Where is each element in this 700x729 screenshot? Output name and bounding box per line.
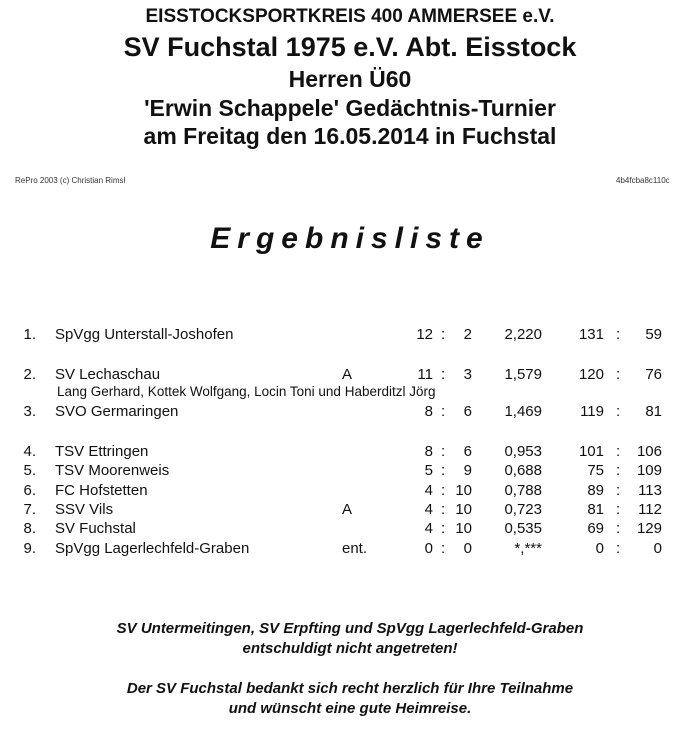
points-separator: :	[441, 366, 446, 383]
points-separator: :	[441, 443, 446, 460]
score-separator: :	[616, 501, 621, 518]
score-minus: 59	[645, 326, 662, 343]
points-minus: 6	[463, 443, 472, 460]
score-plus: 131	[578, 326, 604, 343]
score-minus: 0	[653, 540, 662, 557]
team-name: TSV Ettringen	[55, 443, 149, 460]
quotient: 1,579	[504, 366, 542, 383]
points-separator: :	[441, 482, 446, 499]
score-plus: 89	[587, 482, 604, 499]
points-plus: 12	[416, 326, 433, 343]
team-name: FC Hofstetten	[55, 482, 148, 499]
score-minus: 76	[645, 366, 662, 383]
score-plus: 0	[595, 540, 604, 557]
quotient: 1,469	[504, 403, 542, 420]
score-plus: 119	[580, 403, 604, 420]
points-minus: 6	[463, 403, 472, 420]
result-row	[0, 500, 700, 520]
result-row	[0, 442, 700, 462]
team-name: SSV Vils	[55, 501, 114, 518]
rank: 2.	[23, 366, 36, 383]
rank: 8.	[23, 520, 36, 537]
score-minus: 112	[638, 501, 662, 518]
points-separator: :	[441, 520, 446, 537]
organizer-heading: EISSTOCKSPORTKREIS 400 AMMERSEE e.V.	[145, 6, 555, 27]
points-plus: 8	[424, 443, 433, 460]
score-plus: 101	[578, 443, 604, 460]
score-minus: 81	[645, 403, 662, 420]
quotient: 0,723	[504, 501, 542, 518]
score-minus: 106	[636, 443, 662, 460]
thanks-note-cont: und wünscht eine gute Heimreise.	[228, 700, 472, 717]
points-plus: 11	[417, 366, 433, 383]
points-separator: :	[441, 540, 446, 557]
rank: 1.	[23, 326, 36, 343]
result-row	[0, 461, 700, 481]
tournament-name: 'Erwin Schappele' Gedächtnis-Turnier	[144, 95, 556, 121]
winning-players: Lang Gerhard, Kottek Wolfgang, Locin Toni und Haberditzl Jörg	[57, 384, 436, 399]
page-title: Ergebnisliste	[210, 222, 490, 255]
score-separator: :	[616, 443, 621, 460]
absent-teams-note: SV Untermeitingen, SV Erpfting und SpVgg Lagerlechfeld-Graben	[116, 620, 584, 637]
points-minus: 10	[455, 501, 472, 518]
score-plus: 75	[587, 462, 604, 479]
quotient: 2,220	[504, 326, 542, 343]
absent-teams-note-cont: entschuldigt nicht angetreten!	[242, 640, 458, 657]
points-minus: 10	[455, 482, 472, 499]
team-flag: ent.	[342, 540, 368, 557]
team-flag: A	[342, 366, 353, 383]
points-separator: :	[441, 326, 446, 343]
software-credit: RePro 2003 (c) Christian Rimsl	[15, 176, 126, 185]
quotient: 0,688	[504, 462, 542, 479]
rank: 4.	[23, 443, 36, 460]
points-plus: 5	[424, 462, 433, 479]
team-name: SpVgg Unterstall-Joshofen	[55, 326, 234, 343]
rank: 7.	[23, 501, 36, 518]
score-separator: :	[616, 520, 621, 537]
team-name: TSV Moorenweis	[55, 462, 170, 479]
team-name: SpVgg Lagerlechfeld-Graben	[55, 540, 250, 557]
points-plus: 8	[424, 403, 433, 420]
points-minus: 0	[463, 540, 472, 557]
score-separator: :	[616, 462, 621, 479]
points-minus: 9	[463, 462, 472, 479]
score-separator: :	[616, 326, 621, 343]
score-minus: 129	[636, 520, 662, 537]
document-code: 4b4fcba8c110c	[616, 176, 670, 185]
quotient: 0,788	[504, 482, 542, 499]
score-separator: :	[616, 540, 621, 557]
points-minus: 3	[463, 366, 472, 383]
score-minus: 113	[638, 482, 662, 499]
score-separator: :	[616, 482, 621, 499]
category-heading: Herren Ü60	[288, 66, 412, 92]
result-row	[0, 325, 700, 345]
team-name: SV Fuchstal	[55, 520, 136, 537]
score-separator: :	[616, 403, 621, 420]
points-minus: 2	[463, 326, 472, 343]
score-plus: 69	[587, 520, 604, 537]
quotient: 0,535	[504, 520, 542, 537]
score-plus: 81	[587, 501, 604, 518]
rank: 5.	[23, 462, 36, 479]
points-plus: 4	[424, 482, 433, 499]
result-row	[0, 365, 700, 385]
team-name: SVO Germaringen	[55, 403, 179, 420]
points-plus: 4	[424, 501, 433, 518]
thanks-note: Der SV Fuchstal bedankt sich recht herzlich für Ihre Teilnahme	[126, 680, 574, 697]
result-row	[0, 481, 700, 501]
result-row	[0, 519, 700, 539]
team-flag: A	[342, 501, 353, 518]
score-separator: :	[616, 366, 621, 383]
points-plus: 4	[424, 520, 433, 537]
points-separator: :	[441, 403, 446, 420]
points-separator: :	[441, 462, 446, 479]
event-date-location: am Freitag den 16.05.2014 in Fuchstal	[143, 123, 557, 149]
quotient: *,***	[514, 540, 542, 557]
rank: 3.	[23, 403, 36, 420]
points-plus: 0	[424, 540, 433, 557]
club-heading: SV Fuchstal 1975 e.V. Abt. Eisstock	[123, 32, 577, 62]
result-row	[0, 402, 700, 422]
points-separator: :	[441, 501, 446, 518]
team-name: SV Lechaschau	[55, 366, 161, 383]
score-plus: 120	[578, 366, 604, 383]
quotient: 0,953	[504, 443, 542, 460]
score-minus: 109	[636, 462, 662, 479]
rank: 6.	[23, 482, 36, 499]
rank: 9.	[23, 540, 36, 557]
points-minus: 10	[455, 520, 472, 537]
result-row	[0, 539, 700, 559]
